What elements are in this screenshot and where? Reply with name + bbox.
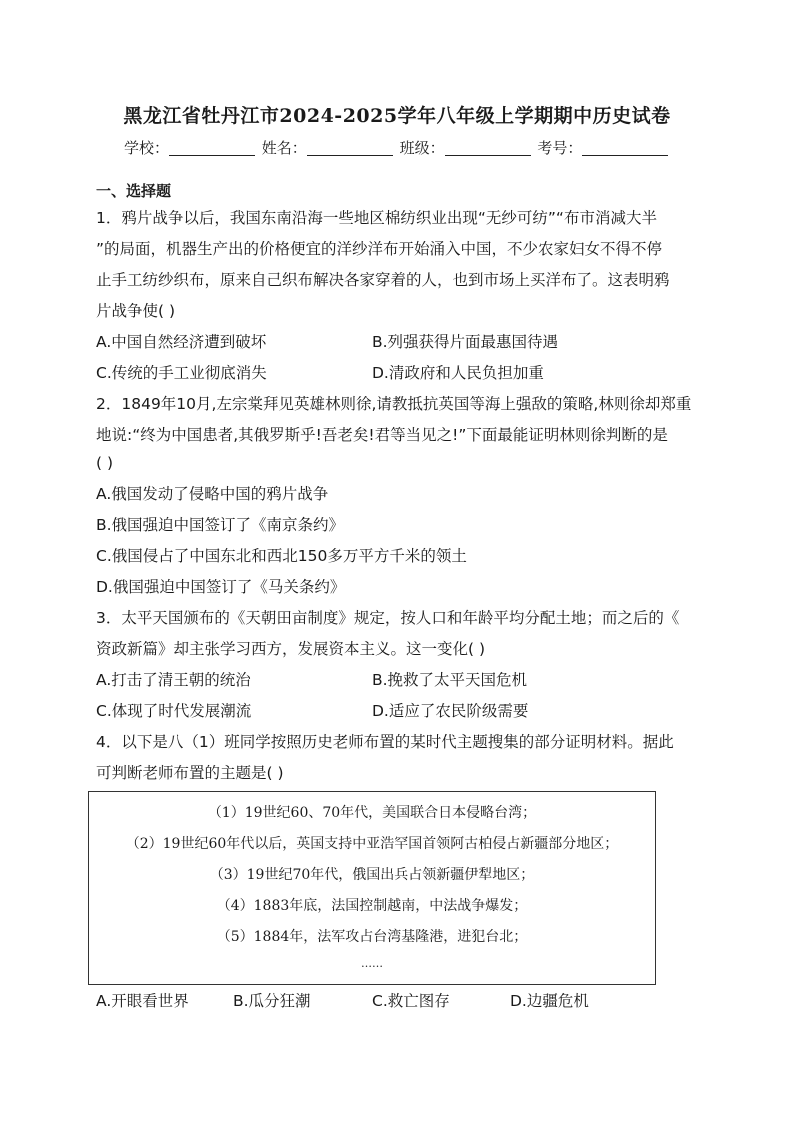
- q1-line: 片战争使( ): [96, 302, 176, 320]
- q2-line: 地说:“终为中国患者,其俄罗斯乎!吾老矣!君等当见之!”下面最能证明林则徐判断的是: [96, 426, 668, 444]
- q4-material-box: [88, 791, 656, 985]
- q4-option-c: C.救亡图存: [372, 992, 450, 1010]
- name-label: 姓名：: [261, 139, 307, 157]
- q2-option-d: D.俄国强迫中国签订了《马关条约》: [96, 578, 346, 596]
- q3-line: 资政新篇》却主张学习西方，发展资本主义。这一变化( ): [96, 640, 486, 658]
- class-blank: [445, 140, 531, 156]
- q1-line: 1．鸦片战争以后，我国东南沿海一些地区棉纺织业出现“无纱可纺”“布市消减大半: [96, 209, 657, 227]
- material-line: （5）1884年，法军攻占台湾基隆港，进犯台北；: [216, 929, 528, 945]
- number-label: 考号：: [537, 139, 583, 157]
- student-info-row: [124, 137, 670, 158]
- q1-line: 止手工纺纱织布，原来自己织布解决各家穿着的人，也到市场上买洋布了。这表明鸦: [96, 271, 670, 289]
- class-label: 班级：: [399, 139, 445, 157]
- q4-line: 可判断老师布置的主题是( ): [96, 764, 284, 782]
- q1-option-a: A.中国自然经济遭到破坏: [96, 333, 267, 351]
- q2-option-c: C.俄国侵占了中国东北和西北150多万平方千米的领土: [96, 547, 467, 565]
- material-ellipsis: ……: [361, 957, 383, 970]
- q1-option-c: C.传统的手工业彻底消失: [96, 364, 267, 382]
- q2-line: ( ): [96, 454, 114, 472]
- q2-option-a: A.俄国发动了侵略中国的鸦片战争: [96, 485, 329, 503]
- q1-option-d: D.清政府和人民负担加重: [372, 364, 544, 382]
- page-title: 黑龙江省牡丹江市2024-2025学年八年级上学期期中历史试卷: [123, 105, 671, 127]
- q4-line: 4．以下是八（1）班同学按照历史老师布置的某时代主题搜集的部分证明材料。据此: [96, 733, 674, 751]
- material-line: （1）19世纪60、70年代，美国联合日本侵略台湾；: [207, 805, 537, 821]
- q1-option-b: B.列强获得片面最惠国待遇: [372, 333, 559, 351]
- q3-option-c: C.体现了时代发展潮流: [96, 702, 252, 720]
- q3-option-d: D.适应了农民阶级需要: [372, 702, 529, 720]
- q3-line: 3．太平天国颁布的《天朝田亩制度》规定，按人口和年龄平均分配土地；而之后的《: [96, 609, 680, 627]
- q1-line: ”的局面，机器生产出的价格便宜的洋纱洋布开始涌入中国，不少农家妇女不得不停: [96, 240, 663, 258]
- section-heading: 一、选择题: [96, 182, 172, 200]
- q4-option-b: B.瓜分狂潮: [233, 992, 311, 1010]
- name-blank: [307, 140, 393, 156]
- material-line: （3）19世纪70年代，俄国出兵占领新疆伊犁地区；: [209, 867, 535, 883]
- q3-option-a: A.打击了清王朝的统治: [96, 671, 251, 689]
- q4-option-a: A.开眼看世界: [96, 992, 189, 1010]
- school-label: 学校：: [124, 139, 170, 157]
- material-line: （2）19世纪60年代以后，英国支持中亚浩罕国首领阿古柏侵占新疆部分地区；: [125, 836, 619, 852]
- number-blank: [582, 140, 668, 156]
- q3-option-b: B.挽救了太平天国危机: [372, 671, 528, 689]
- school-blank: [169, 140, 255, 156]
- q2-line: 2．1849年10月,左宗棠拜见英雄林则徐,请教抵抗英国等海上强敌的策略,林则徐却郑重: [96, 395, 692, 413]
- material-line: （4）1883年底，法国控制越南，中法战争爆发；: [216, 898, 528, 914]
- q4-option-d: D.边疆危机: [510, 992, 589, 1010]
- q2-option-b: B.俄国强迫中国签订了《南京条约》: [96, 516, 345, 534]
